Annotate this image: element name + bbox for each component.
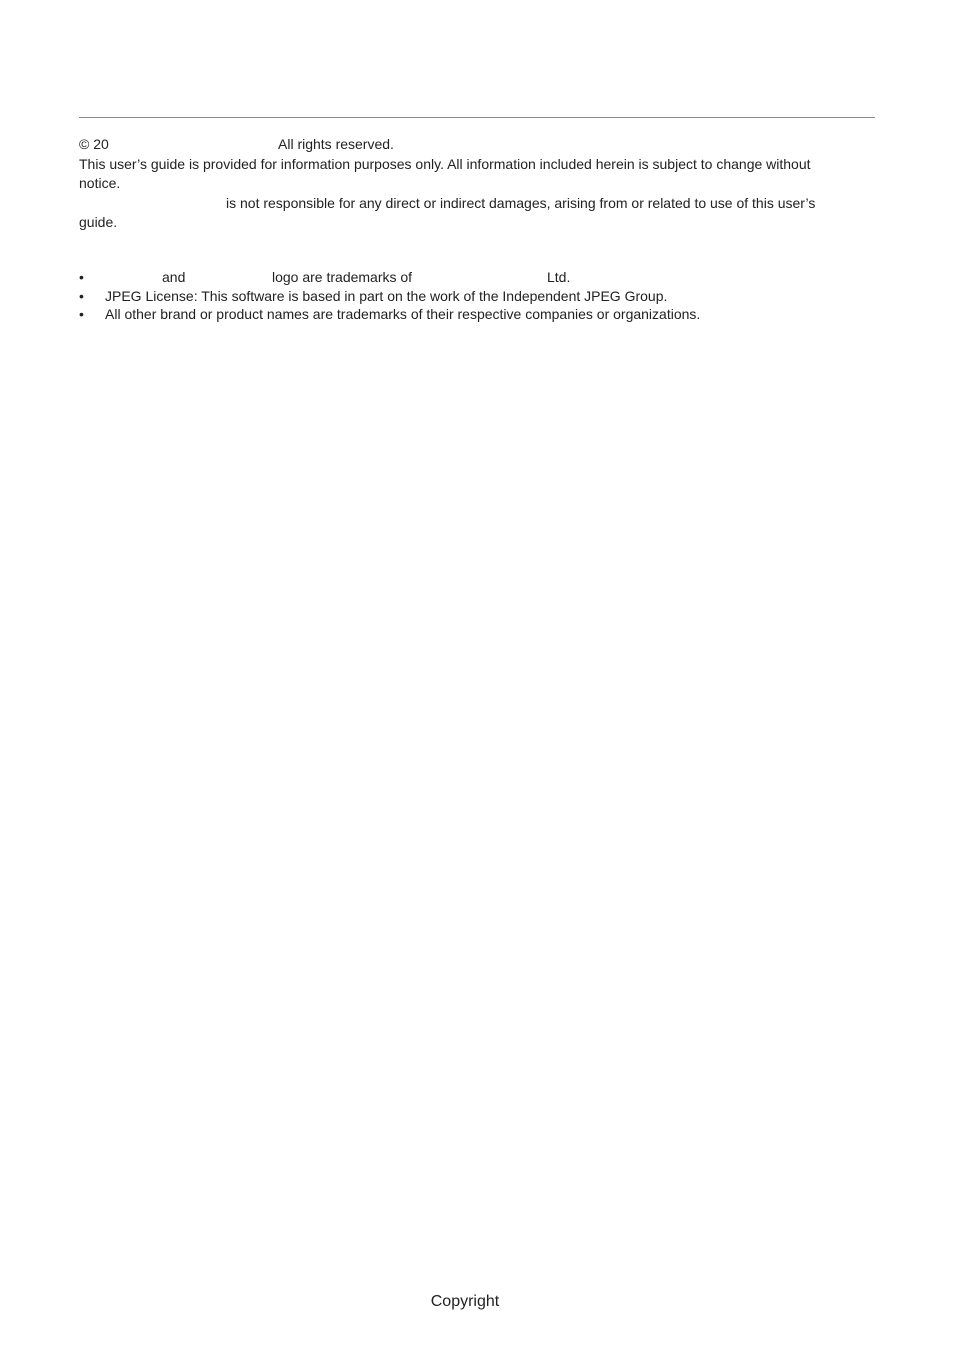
liability-line-1: is not responsible for any direct or indirect damages, arising from or related to use of this user’s	[226, 195, 816, 211]
notice-line-1: This user’s guide is provided for information purposes only. All information included herein is subject to change without	[79, 156, 811, 172]
footer-label: Copyright	[430, 1293, 500, 1310]
bullet-1: •	[79, 269, 84, 285]
liability-line-2: guide.	[79, 214, 118, 230]
trademark-item-3: All other brand or product names are trademarks of their respective companies or organizations.	[105, 306, 701, 322]
copyright-prefix: © 20	[79, 136, 109, 152]
bullet-3: •	[79, 306, 84, 322]
trademark-item-2: JPEG License: This software is based in part on the work of the Independent JPEG Group.	[105, 288, 668, 304]
bullet-2: •	[79, 288, 84, 304]
copyright-suffix: All rights reserved.	[278, 136, 394, 152]
trademark-item-1-and: and	[162, 269, 186, 285]
trademark-item-1-logo: logo are trademarks of	[272, 269, 413, 285]
header-rule	[79, 117, 875, 118]
trademark-item-1-ltd: Ltd.	[547, 269, 571, 285]
notice-line-2: notice.	[79, 175, 121, 191]
